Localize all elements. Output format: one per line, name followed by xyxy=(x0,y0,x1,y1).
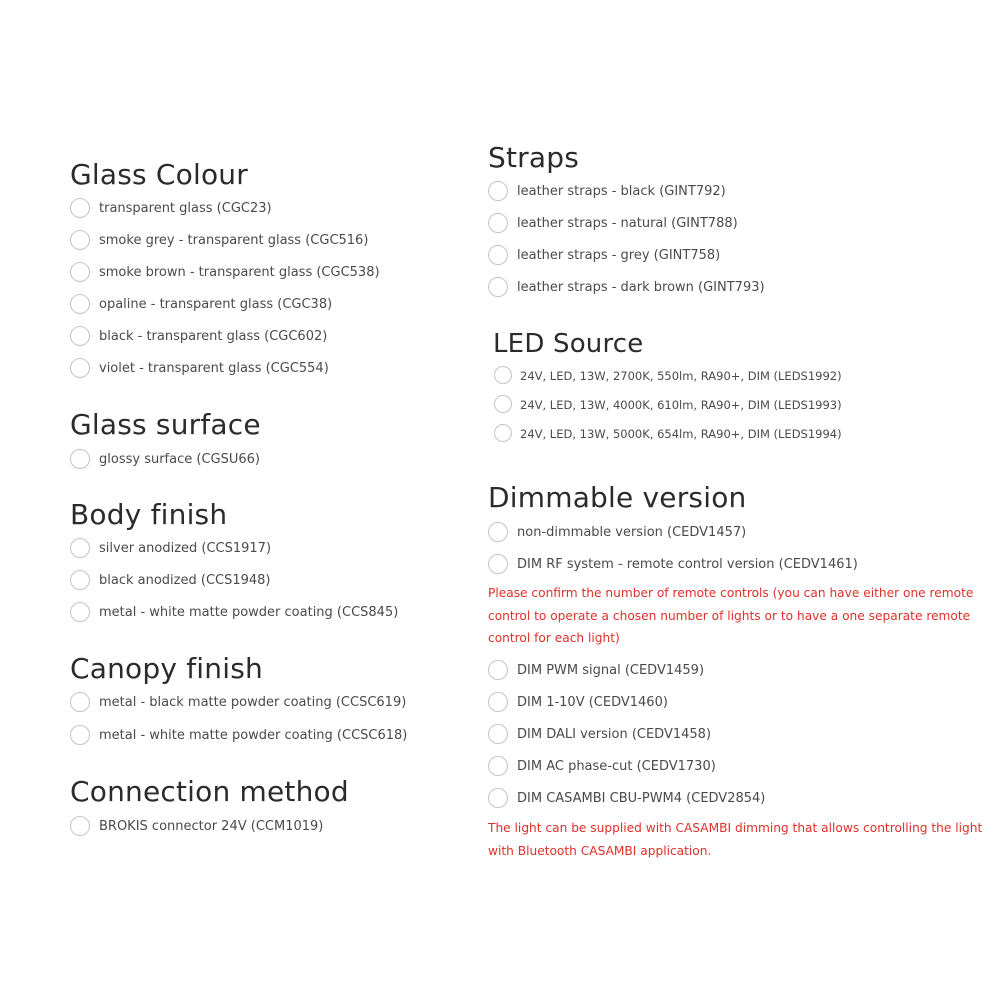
radio-button[interactable] xyxy=(70,602,90,622)
option-label: DIM DALI version (CEDV1458) xyxy=(517,727,712,742)
option-label: non-dimmable version (CEDV1457) xyxy=(517,525,747,540)
radio-button[interactable] xyxy=(488,724,508,744)
radio-button[interactable] xyxy=(70,294,90,314)
option-label: silver anodized (CCS1917) xyxy=(99,541,272,556)
casambi-note-line-1: The light can be supplied with CASAMBI dimming that allows controlling the light xyxy=(488,821,983,835)
remote-note-line-2: control to operate a chosen number of lights or to have a one separate remote xyxy=(488,608,971,623)
radio-button[interactable] xyxy=(494,424,512,442)
option-label: DIM AC phase-cut (CEDV1730) xyxy=(517,759,716,774)
glass-colour-title: Glass Colour xyxy=(70,158,248,191)
remote-note-line-3: control for each light) xyxy=(488,631,620,645)
canopy-finish-title: Canopy finish xyxy=(70,652,263,685)
option-label: transparent glass (CGC23) xyxy=(99,201,272,216)
option-label: black - transparent glass (CGC602) xyxy=(99,329,328,344)
radio-button[interactable] xyxy=(488,756,508,776)
connection-method-title: Connection method xyxy=(70,775,349,808)
remote-control-note xyxy=(488,582,973,650)
option-label: metal - white matte powder coating (CCSC618) xyxy=(99,728,408,743)
radio-button[interactable] xyxy=(488,692,508,712)
radio-button[interactable] xyxy=(70,725,90,745)
option-label: DIM 1-10V (CEDV1460) xyxy=(517,695,668,710)
option-label: violet - transparent glass (CGC554) xyxy=(99,361,329,376)
radio-button[interactable] xyxy=(70,816,90,836)
option-label: BROKIS connector 24V (CCM1019) xyxy=(99,819,324,834)
radio-button[interactable] xyxy=(494,395,512,413)
option-label: 24V, LED, 13W, 2700K, 550lm, RA90+, DIM (LEDS1992) xyxy=(520,369,842,383)
radio-button[interactable] xyxy=(70,692,90,712)
radio-button[interactable] xyxy=(488,660,508,680)
glass-surface-title: Glass surface xyxy=(70,408,261,441)
led-source-title: LED Source xyxy=(493,329,644,359)
option-label: smoke grey - transparent glass (CGC516) xyxy=(99,233,369,248)
option-label: metal - white matte powder coating (CCS845) xyxy=(99,605,399,620)
radio-button[interactable] xyxy=(70,198,90,218)
option-label: leather straps - natural (GINT788) xyxy=(517,216,738,231)
option-label: 24V, LED, 13W, 4000K, 610lm, RA90+, DIM (LEDS1993) xyxy=(520,398,842,412)
radio-button[interactable] xyxy=(488,213,508,233)
radio-button[interactable] xyxy=(488,245,508,265)
option-label: DIM RF system - remote control version (CEDV1461) xyxy=(517,557,858,572)
casambi-note xyxy=(488,817,982,862)
remote-note-line-1: Please confirm the number of remote controls (you can have either one remote xyxy=(488,586,974,600)
radio-button[interactable] xyxy=(488,277,508,297)
radio-button[interactable] xyxy=(488,554,508,574)
radio-button[interactable] xyxy=(488,788,508,808)
option-label: opaline - transparent glass (CGC38) xyxy=(99,297,333,312)
option-label: smoke brown - transparent glass (CGC538) xyxy=(99,265,380,280)
radio-button[interactable] xyxy=(70,449,90,469)
radio-button[interactable] xyxy=(70,326,90,346)
straps-title: Straps xyxy=(488,141,579,174)
radio-button[interactable] xyxy=(494,366,512,384)
casambi-note-line-2: with Bluetooth CASAMBI application. xyxy=(488,843,712,858)
option-label: glossy surface (CGSU66) xyxy=(99,452,260,467)
radio-button[interactable] xyxy=(70,262,90,282)
option-label: DIM CASAMBI CBU-PWM4 (CEDV2854) xyxy=(517,791,766,806)
dimmable-version-title: Dimmable version xyxy=(488,481,747,514)
option-label: DIM PWM signal (CEDV1459) xyxy=(517,663,705,678)
radio-button[interactable] xyxy=(70,538,90,558)
option-label: 24V, LED, 13W, 5000K, 654lm, RA90+, DIM (LEDS1994) xyxy=(520,427,842,441)
radio-button[interactable] xyxy=(70,358,90,378)
radio-button[interactable] xyxy=(488,522,508,542)
option-label: leather straps - grey (GINT758) xyxy=(517,248,721,263)
option-label: leather straps - dark brown (GINT793) xyxy=(517,280,765,295)
option-label: metal - black matte powder coating (CCSC619) xyxy=(99,695,407,710)
body-finish-title: Body finish xyxy=(70,498,228,531)
radio-button[interactable] xyxy=(70,230,90,250)
radio-button[interactable] xyxy=(70,570,90,590)
option-label: black anodized (CCS1948) xyxy=(99,573,271,588)
radio-button[interactable] xyxy=(488,181,508,201)
option-label: leather straps - black (GINT792) xyxy=(517,184,726,199)
